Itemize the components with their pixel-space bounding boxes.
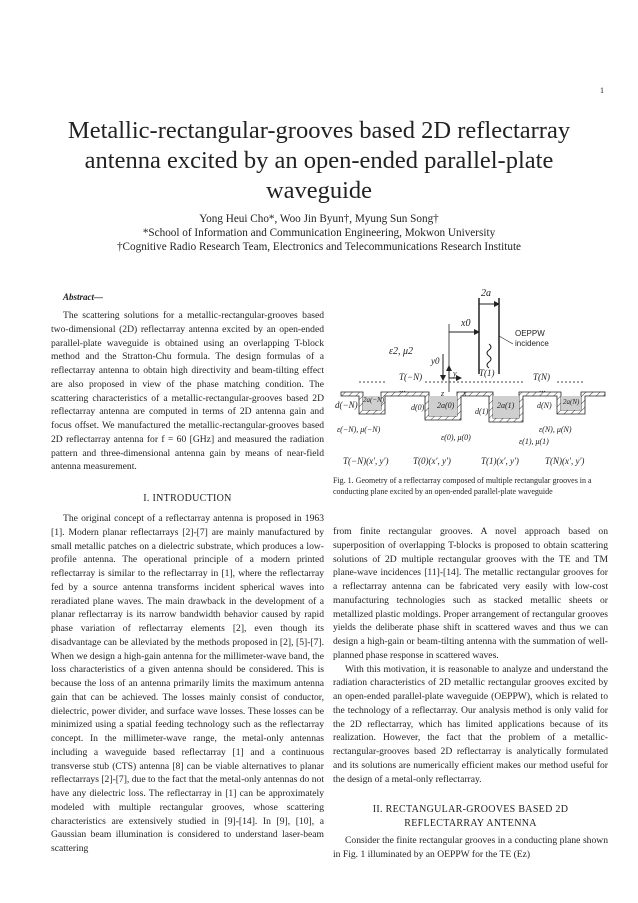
label-2a-0: 2a(0) — [437, 401, 455, 410]
label-eps-0: ε(0), μ(0) — [441, 433, 471, 442]
label-d-0: d(0) — [411, 403, 425, 412]
label-2a-top: 2a — [481, 288, 491, 299]
section-1-heading: I. INTRODUCTION — [143, 493, 232, 504]
label-t-0-xy: T(0)(x′, y′) — [413, 456, 451, 466]
label-d-1: d(1) — [475, 407, 489, 416]
label-eps2: ε2, μ2 — [389, 346, 413, 357]
paper-title: Metallic-rectangular-grooves based 2D reflectarray antenna excited by an open-ended parallel-plate waveguide — [67, 117, 571, 204]
affiliation-2: †Cognitive Radio Research Team, Electronics and Telecommunications Research Institute — [116, 241, 522, 253]
column-2-body — [333, 525, 608, 786]
incidence-wave-icon — [487, 344, 491, 368]
label-z: z — [441, 389, 445, 398]
introduction-body — [51, 512, 324, 856]
label-2a-n: 2a(N) — [563, 398, 580, 406]
label-t-n-xy: T(N)(x′, y′) — [545, 456, 585, 466]
page-number: 1 — [600, 86, 604, 95]
section-2-heading: II. RECTANGULAR-GROOVES BASED 2D REFLECTARRAY ANTENNA — [372, 804, 569, 829]
label-t-1: T(1) — [479, 368, 495, 378]
abstract-body — [51, 309, 324, 474]
label-dots-right: ... — [539, 384, 546, 394]
figure-1-diagram — [333, 284, 612, 474]
section-2-body — [333, 834, 608, 862]
label-t-n: T(N) — [533, 372, 551, 382]
figure-caption: Fig. 1. Geometry of a reflectarray composed of multiple rectangular grooves in a conducting plane excited by an open-ended parallel-plate waveguide — [333, 476, 592, 496]
incidence-pointer — [499, 336, 513, 344]
abstract-label: Abstract— — [63, 292, 104, 302]
label-t-minus-n-xy: T(−N)(x′, y′) — [343, 456, 389, 466]
label-dots-left: ... — [399, 384, 406, 394]
label-eps-minus-n: ε(−N), μ(−N) — [337, 425, 381, 434]
label-incidence: incidence — [515, 339, 549, 348]
label-oeppw: OEPPW — [515, 329, 545, 338]
authors: Yong Heui Cho*, Woo Jin Byun†, Myung Sun Song† — [199, 213, 439, 225]
label-y: y — [453, 369, 457, 378]
col2-paragraph-2: With this motivation, it is reasonable to analyze and understand the radiation characteristics of 2D metallic rectangular grooves excited by an open-ended parallel-plate waveguide (OEPPW), which is related to the technology of a reflectarray. Our analysis method is only valid for the 2D reflectarray, which has limited applications because of its realization. However, the fact that the problem of a metallic-rectangular-grooves based 2D reflectarray is analytically formulated and its solutions are numerically efficient makes our method useful for the design of a metal-only reflectarray. — [333, 663, 608, 785]
label-x0: x0 — [461, 318, 471, 329]
label-eps-n: ε(N), μ(N) — [539, 425, 572, 434]
col2-paragraph-1: from finite rectangular grooves. A novel approach based on superposition of overlapping T-blocks is proposed to obtain scattering solutions of 2D multiple rectangular grooves with the TE and TM plane-wave incidences [11]-[14]. The metallic rectangular grooves for a reflectarray antenna can be fabricated very easily with low-cost manufacturing technologies such as stacked metallic sheets or metallized plastic moldings. Proper arrangement of rectangular grooves yields the deliberate phase shift in scattered waves and thus we can design a high-gain or beam-tilting antenna with the summation of well-planned phase response in scattered waves. — [333, 526, 608, 661]
label-x: x — [463, 389, 467, 398]
affiliation-1: *School of Information and Communication Engineering, Mokwon University — [142, 227, 496, 239]
label-d-minus-n: d(−N) — [335, 400, 358, 410]
intro-paragraph: The original concept of a reflectarray antenna is proposed in 1963 [1]. Modern planar reflectarrays [2]-[7] are mainly manufactured by small metallic patches on a dielectric substrate, which produces a low-profile antenna. The operational principle of a modern printed reflectarray is similar to the reflectarray in [1], where the reflectarray fed by a source antenna transforms incident spherical waves into reradiated plane waves. The main drawback in the development of a planar reflectarray is its narrow bandwidth behavior caused by rapid phase variation of reflectarray elements [2], even though its disadvantage can be alleviated by the methods proposed in [2], [5]-[7]. When we design a high-gain antenna for the millimeter-wave band, the loss characteristics of a given antenna should be considered. This is because the loss of an antenna primarily limits the maximum antenna gain that can be achieved. The losses mainly consist of conductor, dielectric, power divider, and surface wave losses. These losses can be minimized using a spatial feeding technology such as the reflectarray concept. In the millimeter-wave range, the metal-only antennas including a waveguide based reflectarray [1] and a continuous transverse stub (CTS) antenna [8] can be viable alternatives to planar reflectarrays [2]-[7], due to the fact that the metal-only antennas do not have any dielectric loss. The reflectarray in [1] can be approximately modeled with multiple rectangular grooves, whose scattering characteristics are extensively studied in [9]-[14]. In [9], [10], a Gaussian beam illumination is considered to understand laser-beam scattering — [51, 513, 324, 854]
label-2a-minus-n: 2a(−N) — [363, 396, 385, 404]
label-y0: y0 — [431, 356, 440, 366]
label-t-minus-n: T(−N) — [399, 372, 423, 382]
label-t-1-xy: T(1)(x′, y′) — [481, 456, 519, 466]
abstract-paragraph: The scattering solutions for a metallic-rectangular-grooves based two-dimensional (2D) reflectarray antenna excited by an open-ended parallel-plate waveguide is obtained using an overlapping T-block method and the Stratton-Chu formula. The design formulas of a reflectarray antenna to obtain high directivity and beam-tilting effect are also proposed in view of the phase matching condition. The scattering characteristics of a metallic-rectangular-grooves based 2D reflectarray antenna are computed in terms of 2D antenna gain and focus offset. We manufactured the metallic-rectangular-grooves based 2D reflectarray antenna for f = 60 [GHz] and measured the radiation pattern and three-dimensional antenna gain by means of near-field antenna measurement. — [51, 310, 324, 473]
label-eps-1: ε(1), μ(1) — [519, 437, 549, 446]
figure-1 — [333, 284, 612, 474]
label-2a-1: 2a(1) — [497, 401, 515, 410]
label-d-n: d(N) — [537, 401, 552, 410]
section-2-paragraph: Consider the finite rectangular grooves in a conducting plane shown in Fig. 1 illuminated by an OEPPW for the TE (Ez) — [333, 835, 608, 860]
